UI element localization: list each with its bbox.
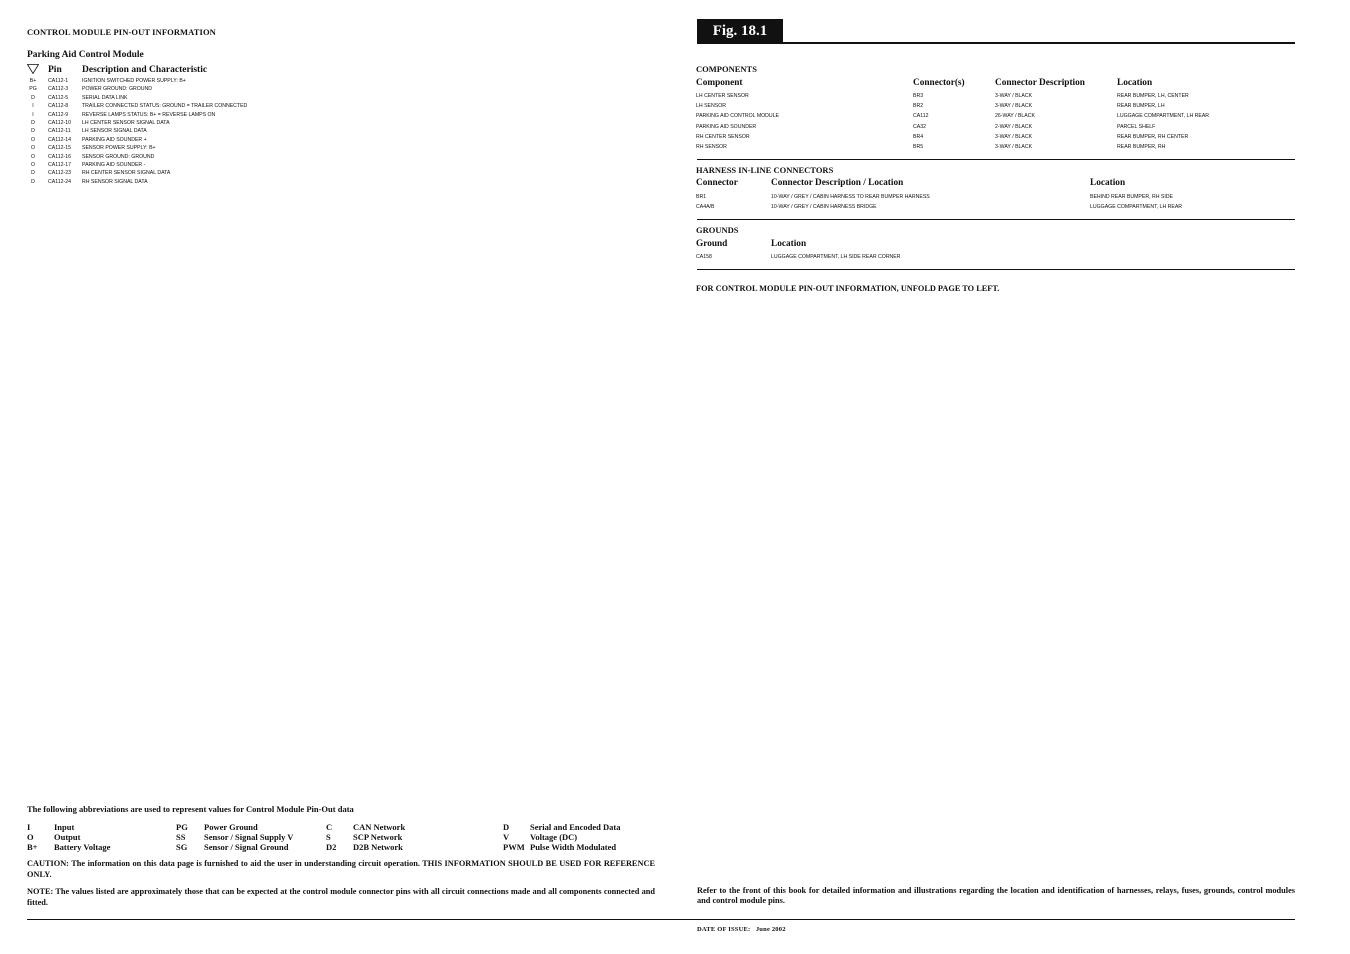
abbreviation-entry (326, 832, 486, 842)
component-cell: REAR BUMPER, LH (1117, 103, 1165, 110)
pin-type: O (30, 136, 36, 143)
abbreviation-value: D2B Network (353, 842, 403, 852)
connector-column-header: Connector (696, 178, 738, 188)
pin-type: D (31, 178, 35, 185)
pin-description: IGNITION SWITCHED POWER SUPPLY: B+ (82, 78, 186, 84)
pin-id: CA112-15 (48, 145, 71, 152)
abbreviation-value: SCP Network (353, 832, 403, 842)
reference-note: Refer to the front of this book for detailed information and illustrations regarding the location and identification of harnesses, relays, fuses, grounds, control modules and control module pins. (697, 886, 1295, 905)
component-cell: 2-WAY / BLACK (995, 123, 1033, 130)
note-text: NOTE: The values listed are approximately those that can be expected at the control module connector pins with all circuit connections made and all components connected and fitted. (27, 887, 655, 907)
pin-description: RH CENTER SENSOR SIGNAL DATA (82, 170, 171, 177)
section-divider (697, 159, 1295, 160)
component-cell: LH CENTER SENSOR (696, 93, 749, 99)
pin-description: LH SENSOR SIGNAL DATA (82, 128, 147, 135)
abbreviation-value: Power Ground (204, 822, 258, 832)
date-value: June 2002 (755, 926, 786, 933)
harness-location-column-header: Location (1090, 178, 1126, 188)
abbreviation-entry (326, 822, 486, 832)
component-cell: REAR BUMPER, RH CENTER (1117, 133, 1189, 140)
pin-row (27, 94, 357, 102)
pin-row (27, 119, 357, 127)
abbreviation-key: B+ (27, 842, 38, 852)
component-cell: REAR BUMPER, LH, CENTER (1117, 93, 1189, 99)
date-of-issue (697, 926, 786, 933)
abbreviation-value: Battery Voltage (54, 842, 111, 852)
figure-label: Fig. 18.1 (697, 19, 783, 43)
pin-id: CA112-10 (48, 119, 71, 126)
harness-cell: 10-WAY / GREY / CABIN HARNESS BRIDGE (771, 204, 877, 211)
pin-id: CA112-24 (48, 178, 71, 185)
abbreviation-value: CAN Network (353, 822, 406, 832)
component-cell: BR2 (913, 103, 924, 110)
pin-type: I (32, 111, 34, 118)
component-cell: 3-WAY / BLACK (995, 93, 1033, 99)
connector-description-column-header: Connector Description (995, 78, 1085, 88)
abbreviation-entry (176, 822, 336, 832)
pinout-title: CONTROL MODULE PIN-OUT INFORMATION (27, 27, 216, 37)
pin-id: CA112-9 (48, 111, 69, 118)
pin-id: CA112-1 (48, 78, 69, 84)
harness-cell: CA4A/B (696, 204, 715, 211)
abbreviation-value: Sensor / Signal Supply V (204, 832, 294, 842)
figure-divider (697, 42, 1295, 44)
pin-type: O (30, 153, 36, 160)
pin-description: PARKING AID SOUNDER - (82, 161, 146, 168)
ground-cell: CA158 (696, 254, 712, 260)
abbreviation-key: V (503, 832, 510, 842)
abbreviations-intro: The following abbreviations are used to represent values for Control Module Pin-Out data (27, 804, 354, 814)
pin-row (27, 169, 357, 177)
pin-id: CA112-3 (48, 86, 69, 93)
abbreviation-entry (176, 832, 336, 842)
abbreviation-entry (503, 832, 663, 842)
abbreviation-value: Sensor / Signal Ground (204, 842, 289, 852)
component-cell: BR3 (913, 93, 924, 99)
pin-row (27, 102, 357, 110)
component-cell: CA32 (913, 123, 926, 130)
abbreviation-key: O (27, 832, 34, 842)
abbreviation-key: D (503, 822, 510, 832)
component-cell: 26-WAY / BLACK (995, 113, 1035, 120)
harness-cell: LUGGAGE COMPARTMENT, LH REAR (1090, 204, 1183, 211)
pin-type: D (31, 170, 35, 177)
pin-description: LH CENTER SENSOR SIGNAL DATA (82, 119, 170, 126)
abbreviation-entry (326, 842, 486, 852)
pin-description: RH SENSOR SIGNAL DATA (82, 178, 148, 185)
triangle-icon (27, 64, 39, 74)
pin-type: O (30, 161, 36, 168)
abbreviation-key: SS (176, 832, 186, 842)
location-column-header: Location (1117, 78, 1153, 88)
abbreviation-entry (503, 842, 663, 852)
pin-type: I (32, 103, 34, 110)
pin-id: CA112-23 (48, 170, 71, 177)
ground-location-column-header: Location (771, 239, 807, 249)
component-cell: REAR BUMPER, RH (1117, 144, 1166, 150)
pin-type: PG (29, 86, 37, 93)
pin-row (27, 77, 357, 85)
pin-description: REVERSE LAMPS STATUS: B+ = REVERSE LAMPS ON (82, 111, 216, 118)
component-cell: PARCEL SHELF (1117, 123, 1156, 130)
pin-description: TRAILER CONNECTED STATUS: GROUND = TRAILER CONNECTED (82, 103, 248, 110)
abbreviation-key: PWM (503, 842, 525, 852)
connectors-column-header: Connector(s) (913, 78, 965, 88)
harness-title: HARNESS IN-LINE CONNECTORS (696, 165, 834, 175)
component-cell: 3-WAY / BLACK (995, 103, 1033, 110)
component-cell: 3-WAY / BLACK (995, 144, 1033, 150)
pin-description: SERIAL DATA LINK (82, 94, 128, 101)
harness-cell: BR1 (696, 194, 707, 200)
component-cell: BR5 (913, 144, 924, 150)
pin-row (27, 127, 357, 135)
component-cell: RH CENTER SENSOR (696, 133, 750, 140)
pin-description: PARKING AID SOUNDER + (82, 136, 147, 143)
module-title: Parking Aid Control Module (27, 50, 144, 60)
abbreviations-legend (27, 822, 667, 854)
component-cell: RH SENSOR (696, 144, 727, 150)
pin-row (27, 178, 357, 186)
abbreviation-key: C (326, 822, 333, 832)
pin-table (27, 77, 357, 186)
pin-type: D (31, 94, 35, 101)
pin-id: CA112-17 (48, 161, 71, 168)
abbreviation-value: Output (54, 832, 81, 842)
pin-type: D (31, 128, 35, 135)
abbreviation-value: Input (54, 822, 75, 832)
pin-id: CA112-11 (48, 128, 71, 135)
pin-row (27, 111, 357, 119)
caution-text: CAUTION: The information on this data page is furnished to aid the user in understanding circuit operation. THIS INFORMATION SHOULD BE USED FOR REFERENCE ONLY. (27, 859, 655, 879)
pin-description: SENSOR POWER SUPPLY: B+ (82, 145, 156, 152)
component-cell: LUGGAGE COMPARTMENT, LH REAR (1117, 113, 1210, 120)
component-column-header: Component (696, 78, 743, 88)
ground-cell: LUGGAGE COMPARTMENT, LH SIDE REAR CORNER (771, 254, 901, 260)
component-cell: CA112 (913, 113, 929, 120)
unfold-note: FOR CONTROL MODULE PIN-OUT INFORMATION, UNFOLD PAGE TO LEFT. (696, 284, 1000, 293)
pin-id: CA112-5 (48, 94, 69, 101)
pin-row (27, 153, 357, 161)
component-cell: PARKING AID SOUNDER (696, 123, 757, 130)
date-label: DATE OF ISSUE: (697, 926, 751, 933)
pin-id: CA112-14 (48, 136, 71, 143)
abbreviation-key: SG (176, 842, 188, 852)
abbreviation-entry (27, 832, 187, 842)
abbreviation-value: Voltage (DC) (530, 832, 578, 842)
pin-description: SENSOR GROUND: GROUND (82, 153, 155, 160)
ground-column-header: Ground (696, 239, 728, 249)
components-title: COMPONENTS (696, 64, 757, 74)
grounds-title: GROUNDS (696, 225, 739, 235)
abbreviation-entry (503, 822, 663, 832)
pin-row (27, 161, 357, 169)
abbreviation-value: Pulse Width Modulated (530, 842, 617, 852)
component-cell: BR4 (913, 133, 924, 140)
section-divider (697, 219, 1295, 220)
harness-cell: BEHIND REAR BUMPER, RH SIDE (1090, 194, 1174, 200)
component-cell: 3-WAY / BLACK (995, 133, 1033, 140)
pin-row (27, 136, 357, 144)
pin-column-header: Pin (48, 65, 62, 75)
abbreviation-key: S (326, 832, 331, 842)
abbreviation-entry (27, 822, 187, 832)
pin-description: POWER GROUND: GROUND (82, 86, 153, 93)
pin-type: D (31, 119, 35, 126)
abbreviation-key: PG (176, 822, 188, 832)
abbreviation-entry (27, 842, 187, 852)
section-divider (697, 269, 1295, 270)
harness-cell: 10-WAY / GREY / CABIN HARNESS TO REAR BUMPER HARNESS (771, 194, 930, 200)
bottom-divider (27, 919, 1295, 920)
abbreviation-value: Serial and Encoded Data (530, 822, 621, 832)
component-cell: LH SENSOR (696, 103, 726, 110)
pin-id: CA112-8 (48, 103, 69, 110)
pin-type: B+ (29, 78, 37, 84)
pin-row (27, 85, 357, 93)
abbreviation-key: D2 (326, 842, 337, 852)
pin-row (27, 144, 357, 152)
description-column-header: Description and Characteristic (82, 65, 208, 75)
connector-description-location-column-header: Connector Description / Location (771, 178, 904, 188)
pin-id: CA112-16 (48, 153, 71, 160)
abbreviation-key: I (27, 822, 31, 832)
component-cell: PARKING AID CONTROL MODULE (696, 113, 780, 120)
pin-type: O (30, 145, 36, 152)
abbreviation-entry (176, 842, 336, 852)
